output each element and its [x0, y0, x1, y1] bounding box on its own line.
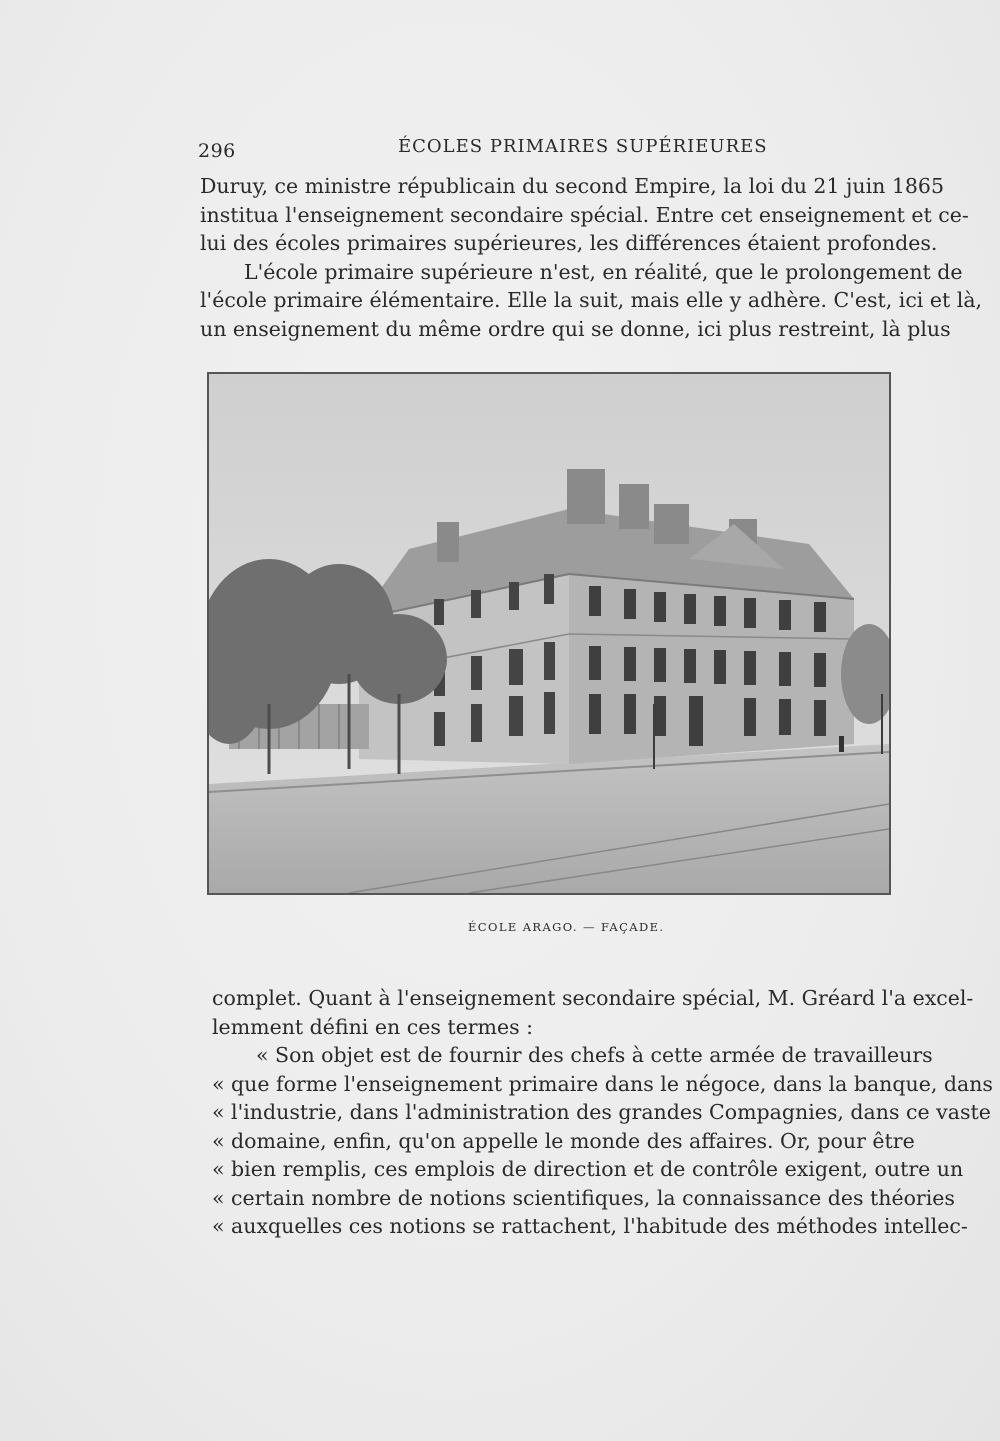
- text-line: « certain nombre de notions scientifiques, la connaissance des théories: [212, 1185, 955, 1210]
- text-line: lui des écoles primaires supérieures, les différences étaient profondes.: [200, 231, 938, 255]
- top-paragraph: [200, 172, 983, 343]
- text-line: « l'industrie, dans l'administration des grandes Compagnies, dans ce vaste: [212, 1100, 991, 1124]
- bottom-paragraph: [212, 984, 993, 1241]
- text-line: institua l'enseignement secondaire spécial. Entre cet enseignement et ce-: [200, 202, 969, 227]
- text-line: L'école primaire supérieure n'est, en réalité, que le prolongement de: [244, 259, 963, 284]
- text-line: lemment défini en ces termes :: [212, 1014, 534, 1039]
- text-line: « auxquelles ces notions se rattachent, l'habitude des méthodes intellec-: [212, 1214, 968, 1238]
- text-line: un enseignement du même ordre qui se donne, ici plus restreint, là plus: [200, 316, 951, 341]
- text-line: « Son objet est de fournir des chefs à cette armée de travailleurs: [256, 1043, 933, 1067]
- page-number: 296: [198, 140, 236, 162]
- text-line: complet. Quant à l'enseignement secondaire spécial, M. Gréard l'a excel-: [212, 986, 974, 1010]
- running-title: ÉCOLES PRIMAIRES SUPÉRIEURES: [398, 136, 768, 157]
- figure-caption: ÉCOLE ARAGO. — FAÇADE.: [468, 920, 665, 934]
- school-facade-photograph: [207, 372, 891, 895]
- text-line: « bien remplis, ces emplois de direction et de contrôle exigent, outre un: [212, 1157, 964, 1181]
- photograph-illustration: [209, 374, 889, 893]
- text-line: Duruy, ce ministre républicain du second Empire, la loi du 21 juin 1865: [200, 174, 945, 198]
- text-line: « que forme l'enseignement primaire dans le négoce, dans la banque, dans: [212, 1071, 993, 1096]
- text-line: « domaine, enfin, qu'on appelle le monde des affaires. Or, pour être: [212, 1128, 915, 1153]
- text-line: l'école primaire élémentaire. Elle la suit, mais elle y adhère. C'est, ici et là,: [200, 288, 983, 312]
